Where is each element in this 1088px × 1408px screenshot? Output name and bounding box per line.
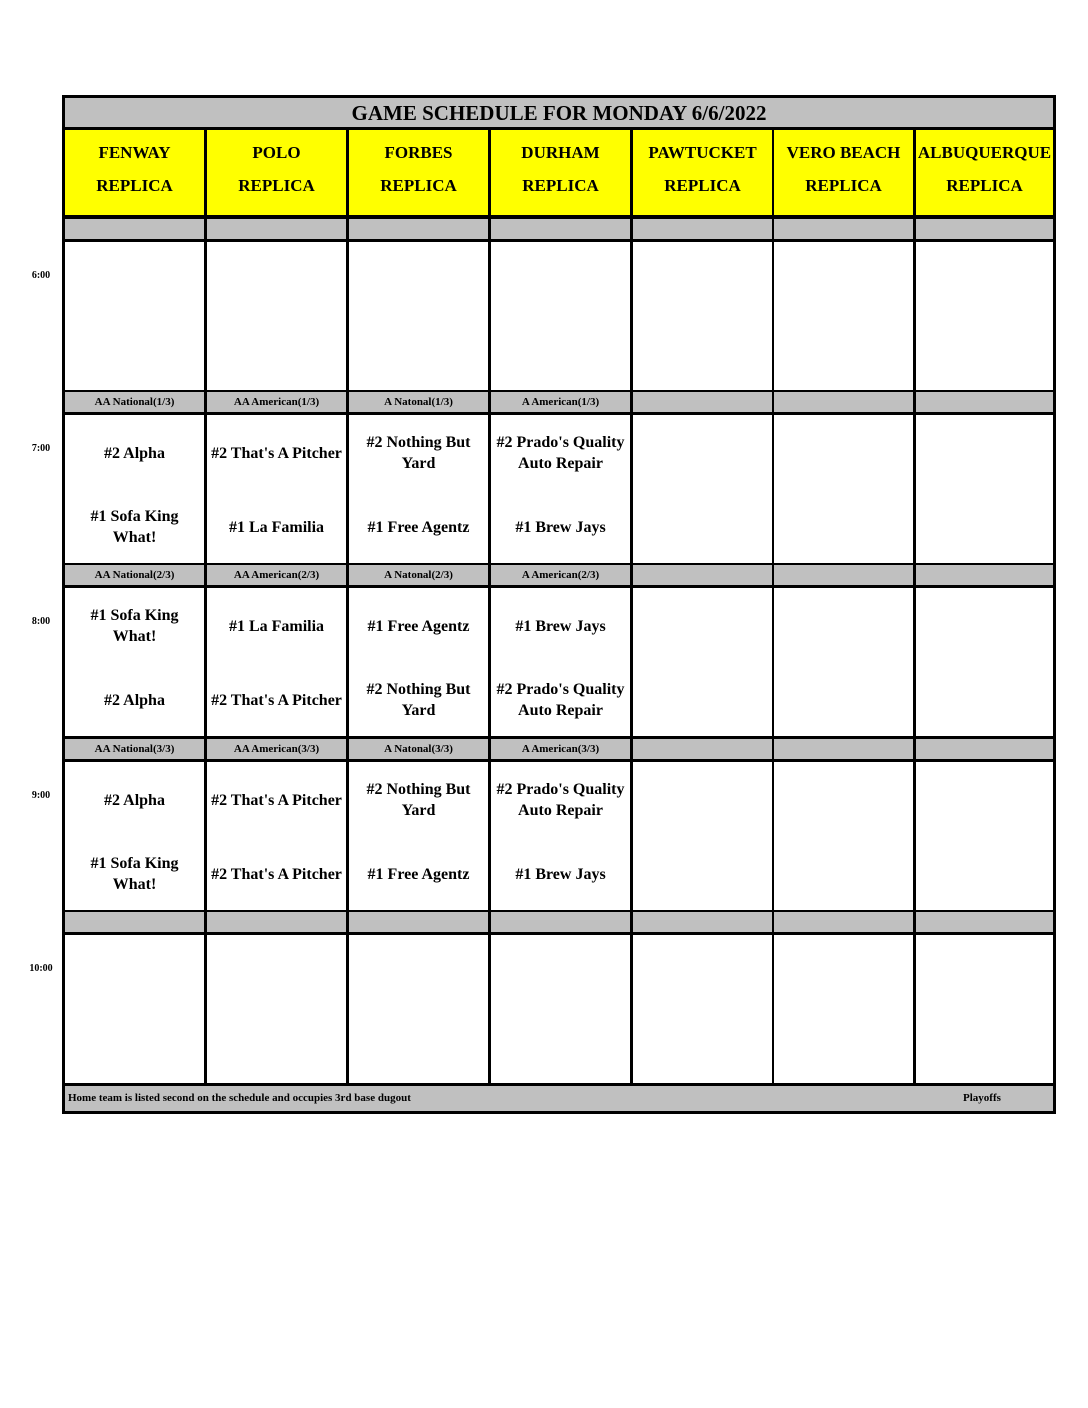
division-label [633,912,772,932]
away-team: #2 Nothing But Yard [366,781,471,819]
field-header [916,130,1053,215]
division-label [774,565,913,585]
game-cell [207,415,346,563]
division-label [491,219,630,239]
game-cell [207,242,346,390]
away-team [209,937,344,1009]
field-subtitle: REPLICA [805,176,882,195]
game-cell [207,935,346,1083]
division-label: A Natonal(3/3) [349,739,488,759]
game-cell [349,242,488,390]
away-team [776,764,911,836]
game-cell [207,588,346,736]
game-cell [633,588,772,736]
division-label [774,739,913,759]
away-team [493,937,628,1009]
field-subtitle: REPLICA [522,176,599,195]
game-cell [916,242,1053,390]
game-cell [774,242,913,390]
time-label: 6:00 [31,270,51,281]
field-header [491,130,630,215]
division-label [349,219,488,239]
game-cell [916,415,1053,563]
home-team [493,320,628,388]
home-team: #1 Brew Jays [515,518,606,536]
away-team [635,417,770,489]
home-team [776,840,911,908]
division-label [633,739,772,759]
field-subtitle: REPLICA [238,176,315,195]
division-label [65,912,204,932]
home-team: #1 Brew Jays [515,865,606,883]
home-team [776,320,911,388]
away-team [351,937,486,1009]
away-team [351,244,486,316]
game-cell [916,588,1053,736]
home-team [493,1013,628,1081]
game-cell [633,935,772,1083]
game-cell [491,935,630,1083]
game-cell [349,762,488,910]
division-label [916,739,1053,759]
time-label: 8:00 [31,616,51,627]
home-team: #2 Nothing But Yard [366,681,471,719]
game-cell [491,762,630,910]
field-header [633,130,772,215]
home-team: #1 Sofa King What! [90,855,179,893]
division-label [491,912,630,932]
home-team [635,320,770,388]
time-label: 7:00 [31,443,51,454]
field-header [207,130,346,215]
game-cell [774,935,913,1083]
away-team [635,590,770,662]
home-team: #2 That's A Pitcher [211,691,342,709]
field-subtitle: REPLICA [380,176,457,195]
game-cell [633,415,772,563]
division-label [916,219,1053,239]
away-team [918,764,1051,836]
field-subtitle: REPLICA [96,176,173,195]
home-team: #1 Free Agentz [367,865,470,883]
division-label [207,219,346,239]
division-label [633,392,772,412]
away-team: #2 That's A Pitcher [211,791,342,809]
field-header [65,130,204,215]
field-header [774,130,913,215]
field-subtitle: REPLICA [946,176,1023,195]
game-cell [65,935,204,1083]
home-team [635,1013,770,1081]
away-team: #2 Nothing But Yard [366,434,471,472]
field-name: FORBES [384,143,453,162]
home-team [635,840,770,908]
game-cell [774,588,913,736]
division-label: A Natonal(2/3) [349,565,488,585]
away-team [776,244,911,316]
home-team [776,493,911,561]
division-label [916,912,1053,932]
home-team [67,320,202,388]
division-label [774,219,913,239]
away-team [918,590,1051,662]
division-label: A American(2/3) [491,565,630,585]
field-name: VERO BEACH [786,143,901,162]
game-cell [65,415,204,563]
game-cell [491,242,630,390]
footer-playoffs: Playoffs [963,1092,1001,1104]
away-team [635,764,770,836]
game-cell [207,762,346,910]
footer-band [65,1086,1053,1111]
game-cell [633,242,772,390]
home-team [67,1013,202,1081]
field-name: ALBUQUERQUE [917,143,1052,162]
game-cell [774,415,913,563]
division-label: AA American(3/3) [207,739,346,759]
away-team [67,937,202,1009]
game-cell [491,415,630,563]
home-team [918,320,1051,388]
home-team: #1 Free Agentz [367,518,470,536]
division-label: A Natonal(1/3) [349,392,488,412]
game-cell [916,935,1053,1083]
away-team: #2 Alpha [104,791,165,809]
home-team [776,1013,911,1081]
schedule-table [62,95,1056,1114]
division-label: AA National(2/3) [65,565,204,585]
division-label [65,219,204,239]
game-cell [65,588,204,736]
away-team [209,244,344,316]
home-team [635,666,770,734]
game-cell [916,762,1053,910]
away-team: #1 La Familia [228,617,325,635]
division-label [916,565,1053,585]
away-team [493,244,628,316]
away-team [635,244,770,316]
home-team [918,666,1051,734]
home-team: #2 Alpha [104,691,165,709]
game-cell [349,415,488,563]
home-team [918,493,1051,561]
home-team [209,1013,344,1081]
away-team: #1 Free Agentz [367,617,470,635]
field-name: DURHAM [521,143,600,162]
away-team [67,244,202,316]
division-label: A American(1/3) [491,392,630,412]
footer-note: Home team is listed second on the schedule and occupies 3rd base dugout [68,1092,411,1104]
game-cell [491,588,630,736]
away-team: #1 Sofa King What! [90,607,179,645]
home-team [776,666,911,734]
division-label [916,392,1053,412]
game-cell [65,242,204,390]
home-team: #1 Sofa King What! [90,508,179,546]
home-team: #1 La Familia [228,518,325,536]
game-cell [633,762,772,910]
home-team [351,320,486,388]
away-team [918,244,1051,316]
away-team [918,937,1051,1009]
home-team [209,320,344,388]
away-team [918,417,1051,489]
home-team: #2 That's A Pitcher [211,865,342,883]
away-team [776,937,911,1009]
field-header [349,130,488,215]
home-team: #2 Prado's Quality Auto Repair [496,681,625,719]
home-team [918,840,1051,908]
division-label: A American(3/3) [491,739,630,759]
game-cell [65,762,204,910]
away-team: #2 Prado's Quality Auto Repair [496,781,625,819]
field-name: PAWTUCKET [648,143,757,162]
away-team: #2 That's A Pitcher [211,444,342,462]
game-cell [349,588,488,736]
division-label: AA American(2/3) [207,565,346,585]
game-cell [774,762,913,910]
away-team: #1 Brew Jays [515,617,606,635]
division-label: AA National(3/3) [65,739,204,759]
field-name: POLO [252,143,301,162]
division-label [774,912,913,932]
home-team [351,1013,486,1081]
division-label [207,912,346,932]
field-name: FENWAY [98,143,171,162]
time-label: 9:00 [31,790,51,801]
division-label [774,392,913,412]
division-label [633,219,772,239]
game-cell [349,935,488,1083]
away-team [776,590,911,662]
division-label: AA American(1/3) [207,392,346,412]
home-team [918,1013,1051,1081]
away-team [635,937,770,1009]
schedule-title: GAME SCHEDULE FOR MONDAY 6/6/2022 [65,98,1053,127]
away-team: #2 Alpha [104,444,165,462]
home-team [635,493,770,561]
division-label: AA National(1/3) [65,392,204,412]
division-label [349,912,488,932]
away-team: #2 Prado's Quality Auto Repair [496,434,625,472]
field-subtitle: REPLICA [664,176,741,195]
time-label: 10:00 [29,963,53,974]
division-label [633,565,772,585]
away-team [776,417,911,489]
